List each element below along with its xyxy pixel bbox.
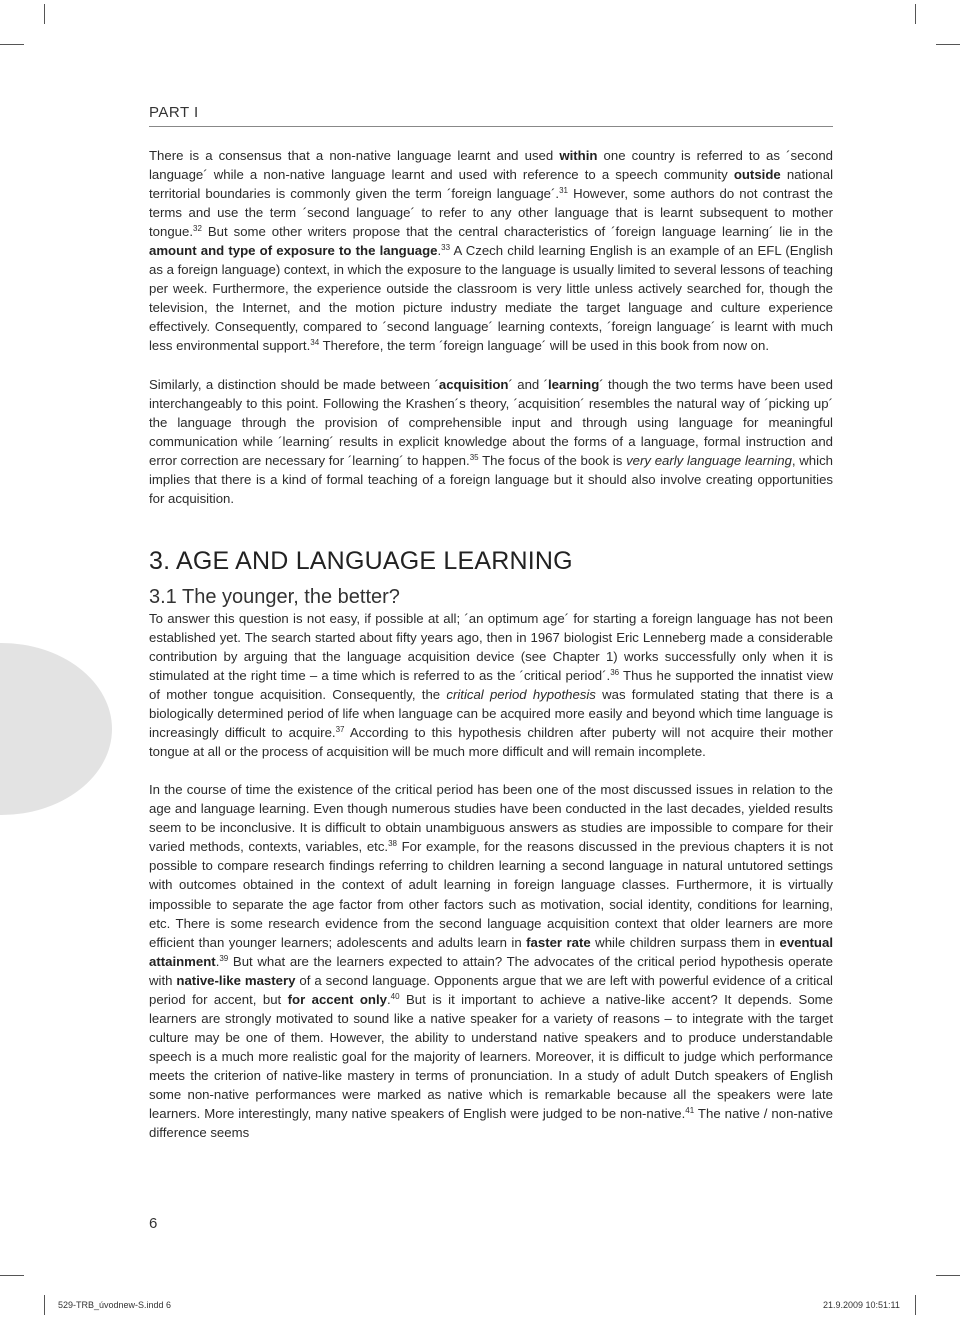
footnote-ref: 33 xyxy=(441,243,451,253)
crop-mark xyxy=(44,1295,45,1315)
print-slug-filename: 529-TRB_úvodnew-S.indd 6 xyxy=(58,1300,172,1310)
crop-mark xyxy=(915,1295,916,1315)
page-body xyxy=(149,146,833,1142)
crop-mark xyxy=(936,1275,960,1276)
section-heading: 3. AGE AND LANGUAGE LEARNING xyxy=(149,546,573,575)
crop-mark xyxy=(0,1275,24,1276)
footnote-ref: 35 xyxy=(469,452,479,462)
crop-mark xyxy=(936,44,960,45)
paragraph-critical-period: To answer this question is not easy, if possible at all; ´an optimum age´ for starting a foreign language has not been established yet. The search started about fifty years ago, then in 1967 biologist Eric Lenneberg made a considerable contribution by arguing that the language acquisition device (see Chapter 1) works successfully only when it is stimulated at the right time – a time which is referred to as the ´critical period´.$^{36}$ Thus he supported the innatist view of mother tongue acquisition. Consequently, the critical period hypothesis was formulated stating that there is a biologically determined period of life when language can be acquired more easily and beyond which time language is increasingly difficult to acquire.$^{37}$ According to this hypothesis children after puberty will not acquire their mother tongue at all or the process of acquisition will be much more difficult and will remain incomplete. xyxy=(149,610,834,760)
footnote-ref: 38 xyxy=(388,839,397,849)
header-rule xyxy=(149,126,833,127)
crop-mark xyxy=(915,4,916,24)
paragraph-foreign-language: There is a consensus that a non-native language learnt and used within one country is referred to as ´second language´ while a non-native language learnt and used with reference to a speech community outside national territorial boundaries is commonly given the term ´foreign language´.$^{31}$ However, some authors do not contrast the terms and use the term ´second language´ to refer to any other language that is learnt subsequent to mother tongue.$^{32}$ But some other writers propose that the central characteristics of ´foreign language learning´ lie in the amount and type of exposure to the language.$^{33}$ A Czech child learning English is an example of an EFL (English as a foreign language) context, in which the exposure to the language is usually limited to several lessons of teaching per week. Furthermore, the experience outside the classroom is very little unless actively searched for, though the television, the Internet, and the motion picture industry mediate the target language and culture experience effectively. Consequently, compared to ´second language´ learning contexts, ´foreign language´ is learnt with much less environmental support.$^{34}$ Therefore, the term ´foreign language´ will be used in this book from now on. xyxy=(149,148,834,354)
footnote-ref: 41 xyxy=(685,1106,695,1116)
page-number: 6 xyxy=(149,1215,158,1232)
decorative-circle xyxy=(0,643,112,815)
subsection-heading: 3.1 The younger, the better? xyxy=(149,585,400,608)
crop-mark xyxy=(44,4,45,24)
print-slug-timestamp: 21.9.2009 10:51:11 xyxy=(823,1300,900,1310)
footnote-ref: 36 xyxy=(610,667,620,677)
paragraph-acquisition-learning: Similarly, a distinction should be made between ´acquisition´ and ´learning´ though the two terms have been used interchangeably to this point. Following the Krashen´s theory, ´acquisition´ resembles the natural way of ´picking up´ the language through the provision of comprehensible input and through using language for meaningful communication while ´learning´ results in explicit knowledge about the forms of a language, formal instruction and error correction are necessary for ´learning´ to happen.$^{35}$ The focus of the book is very early language learning, which implies that there is a kind of formal teaching of a foreign language but it should also involve creating opportunities for acquisition. xyxy=(149,376,834,506)
crop-mark xyxy=(0,44,24,45)
footnote-ref: 39 xyxy=(219,953,229,963)
footnote-ref: 32 xyxy=(193,224,202,234)
paragraph-research-evidence: In the course of time the existence of the critical period has been one of the most discussed issues in relation to the age and language learning. Even though numerous studies have been conducted in the last decades, yielded results seem to be inconclusive. It is difficult to obtain unambiguous answers as studies are impossible to compare for their varied methods, contexts, variables, etc.$^{38}$ For example, for the reasons discussed in the previous chapters it is not possible to compare research findings referring to children learning a second language in natural untutored settings with outcomes obtained in the context of adult learning in foreign language classes. Furthermore, it is virtually impossible to separate the age factor from other factors such as motivation, social identity, conditions for learning, etc. There is some research evidence from the second language acquisition context that older learners are more efficient than younger learners; adolescents and adults learn in faster rate while children surpass them in eventual attainment.$^{39}$ But what are the learners expected to attain? The advocates of the critical period hypothesis operate with native-like mastery of a second language. Opponents argue that we are left with powerful evidence of a critical period for accent, but for accent only.$^{40}$ But is it important to achieve a native-like accent? It depends. Some learners are strongly motivated to sound like a native speaker for a variety of reasons – to integrate with the target culture may be one of them. However, the ability to understand native speakers and to produce understandable speech is a much more realistic goal for the majority of learners. Moreover, it is difficult to judge which performance meets the criterion of native-like mastery in terms of pronunciation. In a study of adult Dutch speakers of English some non-native performances were marked as native which is remarkable because all the speakers were late learners. More interestingly, many native speakers of English were judged to be non-native.$^{41}$ The native / non-native difference seems xyxy=(149,782,833,1141)
footnote-ref: 31 xyxy=(559,186,568,196)
footnote-ref: 37 xyxy=(335,725,345,735)
running-header: PART I xyxy=(149,104,199,121)
footnote-ref: 40 xyxy=(390,991,400,1001)
footnote-ref: 34 xyxy=(310,338,320,348)
